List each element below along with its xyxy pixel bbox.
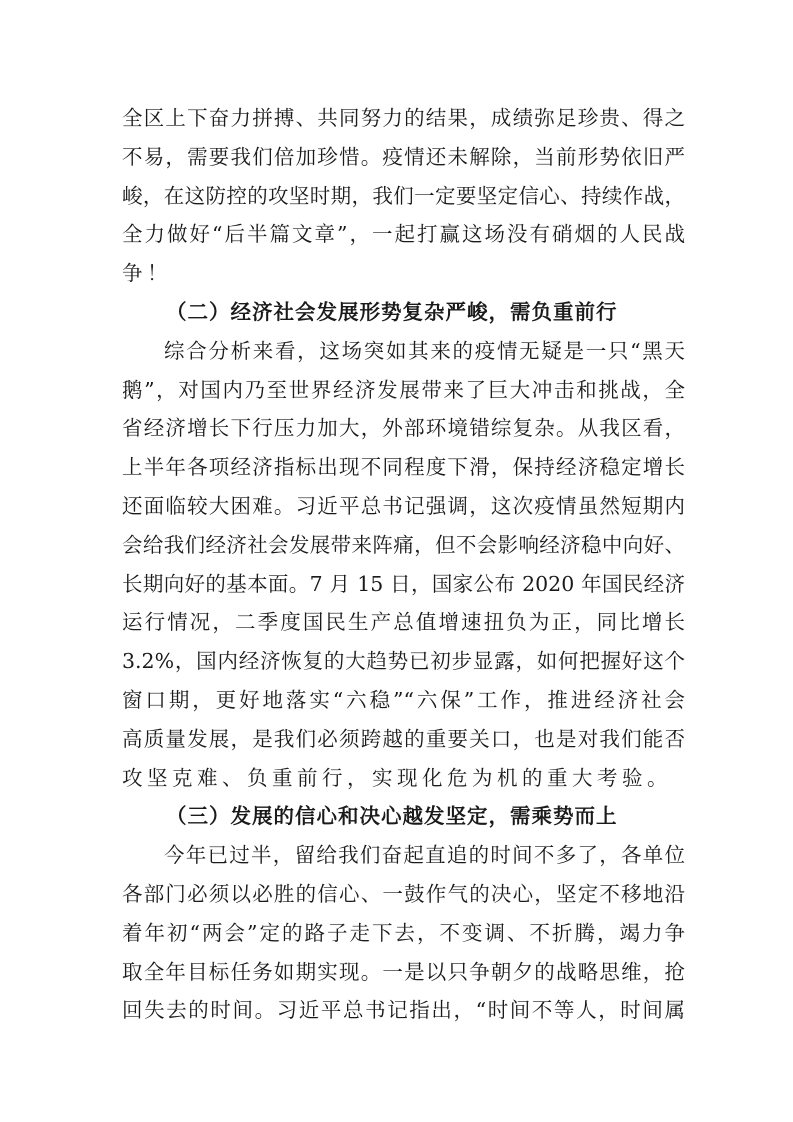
text-line: 峻，在这防控的攻坚时期，我们一定要坚定信心、持续作战， <box>122 183 685 208</box>
text-line: 综合分析来看，这场突如其来的疫情无疑是一只“黑天 <box>164 338 685 363</box>
text-line: 窗口期，更好地落实“六稳”“六保”工作，推进经济社会 <box>122 687 685 712</box>
text-line: 3.2%，国内经济恢复的大趋势已初步显露，如何把握好这个 <box>122 649 685 674</box>
text-line: 还面临较大困难。习近平总书记强调，这次疫情虽然短期内 <box>122 493 685 518</box>
text-line: 省经济增长下行压力加大，外部环境错综复杂。从我区看， <box>122 416 685 441</box>
text-line: 全区上下奋力拼搏、共同努力的结果，成绩弥足珍贵、得之 <box>122 106 685 130</box>
text-line: 着年初“两会”定的路子走下去，不变调、不折腾，竭力争 <box>122 920 685 945</box>
text-line: 高质量发展，是我们必须跨越的重要关口，也是对我们能否 <box>122 726 685 751</box>
document-body <box>122 104 685 1035</box>
text-line: 攻坚克难、负重前行，实现化危为机的重大考验。 <box>122 765 672 790</box>
text-line: 回失去的时间。习近平总书记指出，“时间不等人，时间属 <box>122 998 685 1023</box>
section-heading: （二）经济社会发展形势复杂严峻，需负重前行 <box>166 299 618 324</box>
text-line: 鹅”，对国内乃至世界经济发展带来了巨大冲击和挑战，全 <box>122 377 685 402</box>
text-line: 取全年目标任务如期实现。一是以只争朝夕的战略思维，抢 <box>122 959 685 984</box>
section-heading: （三）发展的信心和决心越发坚定，需乘势而上 <box>166 804 618 829</box>
text-line: 各部门必须以必胜的信心、一鼓作气的决心，坚定不移地沿 <box>122 881 685 906</box>
text-line: 争！ <box>122 261 172 286</box>
text-line: 不易，需要我们倍加珍惜。疫情还未解除，当前形势依旧严 <box>122 144 685 169</box>
text-line: 长期向好的基本面。7 月 15 日，国家公布 2020 年国民经济 <box>122 571 685 596</box>
text-line: 运行情况，二季度国民生产总值增速扭负为正，同比增长 <box>122 610 685 635</box>
text-line: 今年已过半，留给我们奋起直追的时间不多了，各单位 <box>164 843 685 868</box>
text-line: 会给我们经济社会发展带来阵痛，但不会影响经济稳中向好、 <box>122 532 685 557</box>
text-line: 全力做好“后半篇文章”，一起打赢这场没有硝烟的人民战 <box>122 222 685 247</box>
text-line: 上半年各项经济指标出现不同程度下滑，保持经济稳定增长 <box>122 455 685 480</box>
